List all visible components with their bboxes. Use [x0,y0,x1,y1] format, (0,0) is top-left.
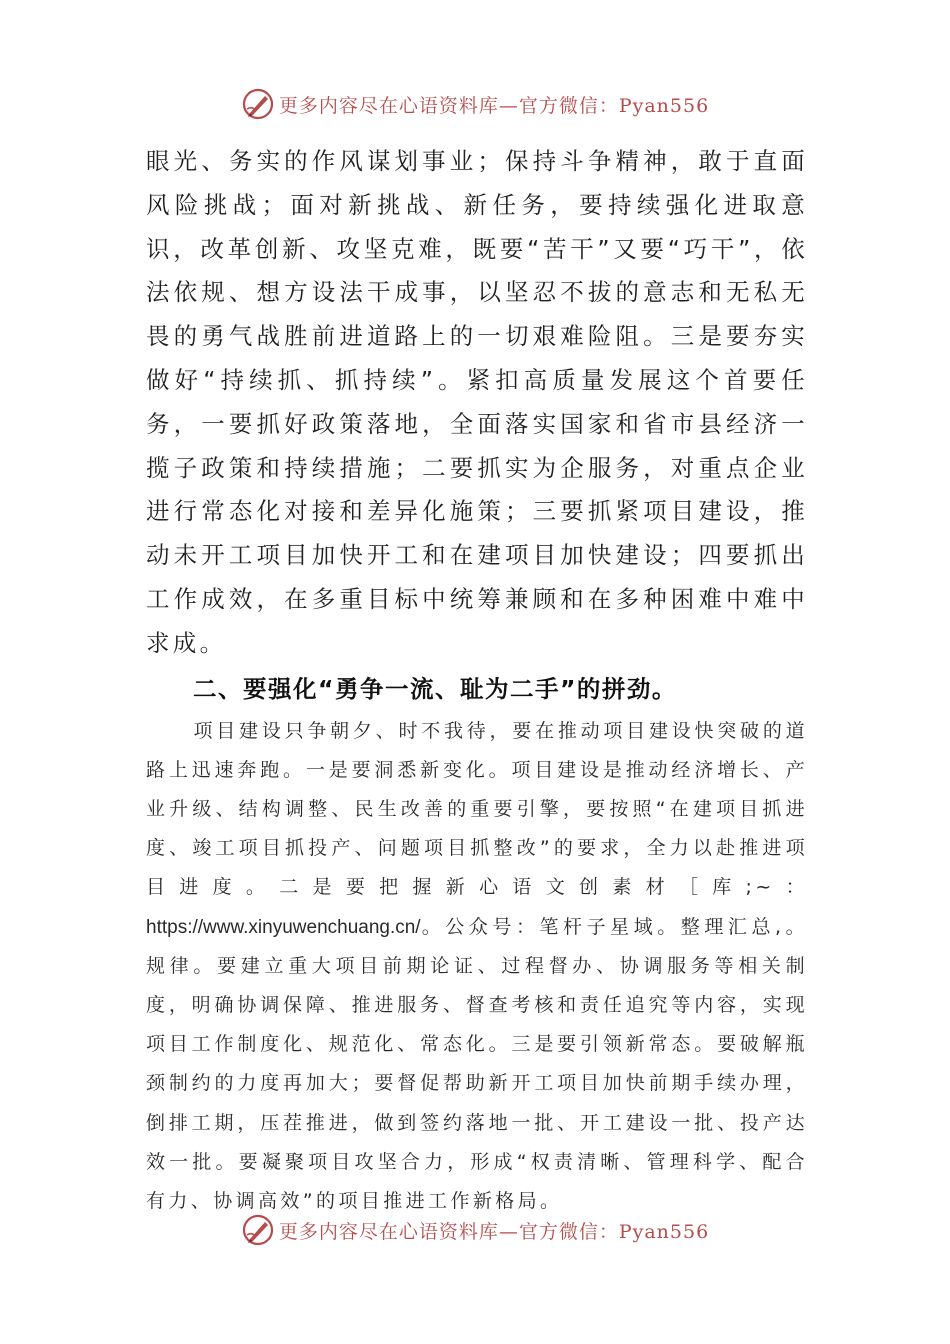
watermark-text: 更多内容尽在心语资料库—官方微信：Pyan556 [278,94,710,117]
watermark-text: 更多内容尽在心语资料库—官方微信：Pyan556 [278,1220,710,1243]
section-heading-2: 二、要强化“勇争一流、耻为二手”的拼劲。 [193,674,677,703]
paragraph-2-text-b: 。公众号：笔杆子星域。整理汇总,。规律。要建立重大项目前期论证、过程督办、协调服务等相关制度，明确协调保障、推进服务、督查考核和责任追究等内容，实现项目工作制度化、规范化、常态化。三是要引领新常态。要破解瓶颈制约的力度再加大；要督促帮助新开工项目加快前期手续办理，倒排工期，压茬推进，做到签约落地一批、开工建设一批、投产达效一批。要凝聚项目攻坚合力，形成“权责清晰、管理科学、配合有力、协调高效”的项目推进工作新格局。 [146,915,808,1212]
document-body [146,140,808,1221]
bottom-watermark-banner [0,1210,950,1250]
paragraph-2-text-a: 项目建设只争朝夕、时不我待，要在推动项目建设快突破的道路上迅速奔跑。一是要洞悉新变化。项目建设是推动经济增长、产业升级、结构调整、民生改善的重要引擎，要按照“在建项目抓进度、竣工项目抓投产、问题项目抓整改”的要求，全力以赴推进项目进度。二是要把握新心语文创素材［库;~： [146,719,808,899]
pen-logo-icon [241,1213,275,1247]
body-paragraph-1: 眼光、务实的作风谋划事业；保持斗争精神，敢于直面风险挑战；面对新挑战、新任务，要持续强化进取意识，改革创新、攻坚克难，既要“苦干”又要“巧干”，依法依规、想方设法干成事，以坚忍不拔的意志和无私无畏的勇气战胜前进道路上的一切艰难险阻。三是要夯实做好“持续抓、抓持续”。紧扣高质量发展这个首要任务，一要抓好政策落地，全面落实国家和省市县经济一揽子政策和持续措施；二要抓实为企服务，对重点企业进行常态化对接和差异化施策；三要抓紧项目建设，推动未开工项目加快开工和在建项目加快建设；四要抓出工作成效，在多重目标中统筹兼顾和在多种困难中难中求成。 [146,147,808,657]
pen-logo-icon [241,87,275,121]
body-paragraph-2 [146,712,808,1222]
website-url: https://www.xinyuwenchuang.cn/ [146,916,421,938]
top-watermark-banner [0,84,950,124]
